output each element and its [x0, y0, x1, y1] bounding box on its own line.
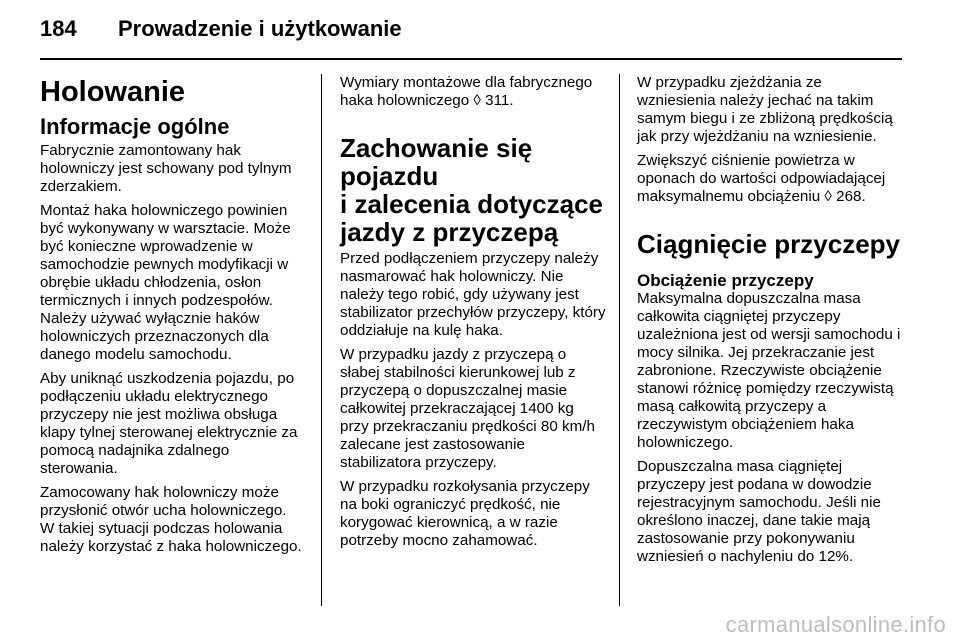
header-divider: [40, 58, 902, 60]
column-divider: [619, 74, 620, 606]
column-middle: [340, 74, 606, 556]
page-title: Prowadzenie i użytkowanie: [118, 16, 402, 41]
paragraph: W przypadku rozkołysania przyczepy na boki ograniczyć prędkość, nie korygować kierownicą, a w razie potrzeby mocno zahamować.: [340, 478, 590, 549]
subsection-title-line: Zachowanie się pojazdu: [340, 133, 533, 191]
column-right: [637, 74, 903, 572]
subsection-title-general-info: Informacje ogólne: [40, 114, 230, 139]
page-header: [40, 14, 920, 46]
paragraph: Maksymalna dopuszczalna masa całkowita ciągniętej przyczepy uzależniona jest od wersji samochodu i mocy silnika. Jej przekraczanie jest zabronione. Rzeczywiste obciążenie stanowi różnicę pomiędzy rzeczywistą masą całkowitą przyczepy a rzeczywistym obciążeniem haka holowniczego.: [637, 290, 901, 451]
watermark: carmanualsonline.info: [725, 612, 946, 637]
section-title-trailer-towing: Ciągnięcie przyczepy: [637, 229, 900, 259]
paragraph: Wymiary montażowe dla fabrycznego haka holowniczego ◊ 311.: [340, 74, 593, 109]
subsection-title-line: i zalecenia dotyczące: [340, 189, 604, 219]
page-number: 184: [40, 16, 77, 41]
column-divider: [321, 74, 322, 606]
paragraph: Aby uniknąć uszkodzenia pojazdu, po podłączeniu układu elektrycznego przyczepy nie jest możliwa obsługa klapy tylnej sterowanej elektrycznie za pomocą nadajnika zdalnego sterowania.: [40, 370, 298, 477]
subsection-title-driving-behaviour: [340, 134, 606, 246]
paragraph: Montaż haka holowniczego powinien być wykonywany w warsztacie. Może być konieczne wprowadzenie w samochodzie pewnych modyfikacji w obrębie układu chłodzenia, osłon termicznych i innych podzespołów. Należy używać wyłącznie haków holowniczych przeznaczonych dla danego modelu samochodu.: [40, 202, 291, 363]
subsection-title-trailer-load: Obciążenie przyczepy: [637, 271, 814, 290]
paragraph: W przypadku zjeżdżania ze wzniesienia należy jechać na takim samym biegu i ze zbliżoną prędkością jak przy wjeżdżaniu na wzniesienie.: [637, 74, 893, 145]
subsection-title-line: jazdy z przyczepą: [340, 217, 559, 247]
paragraph: Zwiększyć ciśnienie powietrza w oponach do wartości odpowiadającej maksymalnemu obciążeniu ◊ 268.: [637, 152, 886, 205]
paragraph: Zamocowany hak holowniczy może przysłonić otwór ucha holowniczego. W takiej sytuacji podczas holowania należy korzystać z haka holowniczego.: [40, 484, 302, 555]
column-left: [40, 74, 304, 562]
paragraph: Fabrycznie zamontowany hak holowniczy jest schowany pod tylnym zderzakiem.: [40, 142, 292, 195]
paragraph: W przypadku jazdy z przyczepą o słabej stabilności kierunkowej lub z przyczepą o dopuszczalnej masie całkowitej przekraczającej 1400 kg przy przekraczaniu prędkości 80 km/h zalecane jest zastosowanie stabilizatora przyczepy.: [340, 346, 595, 471]
section-title-towing: Holowanie: [40, 76, 186, 108]
paragraph: Dopuszczalna masa ciągniętej przyczepy jest podana w dowodzie rejestracyjnym samochodu. Jeśli nie określono inaczej, dane takie mają zastosowanie przy pokonywaniu wzniesień o nachyleniu do 12%.: [637, 458, 881, 565]
paragraph: Przed podłączeniem przyczepy należy nasmarować hak holowniczy. Nie należy tego robić, gdy używany jest stabilizator przechyłów przyczepy, który oddziałuje na kulę haka.: [340, 250, 606, 339]
